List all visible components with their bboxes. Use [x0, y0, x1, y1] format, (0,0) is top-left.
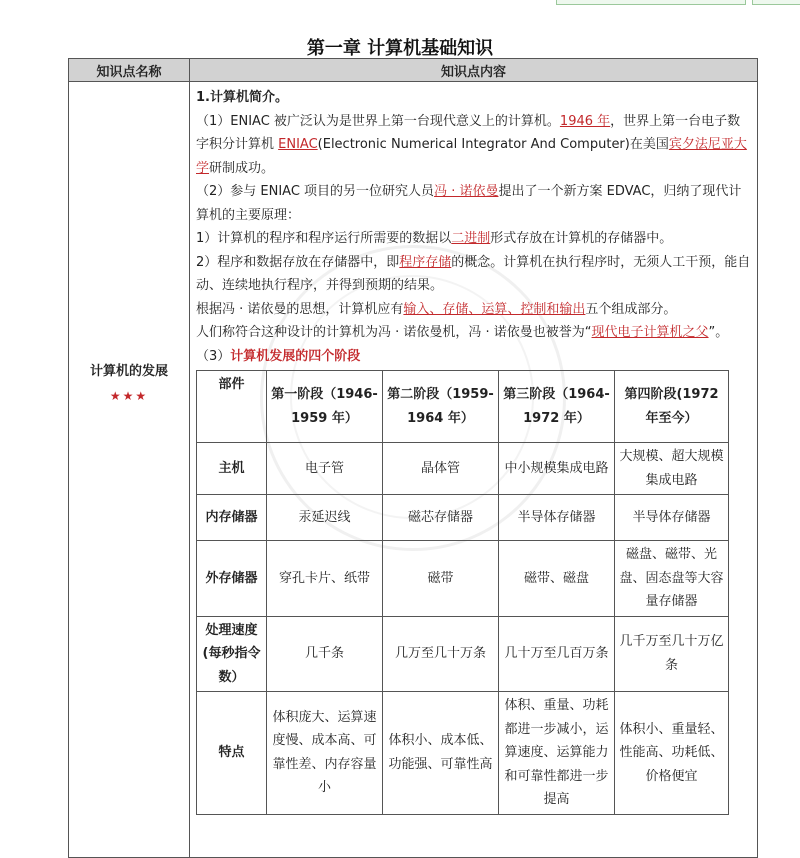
text: 研制成功。 — [209, 160, 275, 176]
principle-1 — [196, 227, 751, 251]
highlight-year: 1946 年 — [559, 113, 611, 129]
content-cell — [190, 82, 758, 858]
row-label: 主机 — [197, 443, 267, 495]
text: 形式存放在计算机的存储器中。 — [490, 231, 673, 246]
text: 2）程序和数据存放在存储器中，即 — [196, 254, 400, 270]
table-cell: 磁带、磁盘 — [499, 541, 615, 617]
table-cell: 大规模、超大规模集成电路 — [615, 443, 729, 495]
text: 提出了一个新方案 EDVAC，归纳了现代计算机的主要原理： — [196, 184, 742, 223]
table-cell: 体积小、重量轻、性能高、功耗低、价格便宜 — [615, 692, 729, 815]
header-stage-4: 第四阶段(1972 年至今） — [615, 371, 729, 443]
page-title: 第一章 计算机基础知识 — [306, 38, 494, 59]
stages-table — [196, 370, 729, 815]
header-stage-1: 第一阶段（1946-1959 年） — [267, 371, 383, 443]
topic-cell — [69, 82, 190, 858]
top-decoration-right — [752, 0, 800, 5]
text: (Electronic Numerical Integrator And Computer)在美国 — [317, 137, 669, 152]
table-cell: 体积庞大、运算速度慢、成本高、可靠性差、内存容量小 — [267, 692, 383, 815]
row-label: 内存储器 — [197, 495, 267, 541]
table-cell: 体积、重量、功耗都进一步减小，运算速度、运算能力和可靠性都进一步提高 — [499, 692, 615, 815]
text: 根据冯 · 诺依曼的思想，计算机应有 — [196, 301, 404, 317]
highlight-university: 宾夕法尼亚大学 — [196, 137, 747, 176]
table-row — [197, 541, 729, 617]
text: ，世界上第一台电子数字积分计算机 — [196, 113, 741, 152]
highlight-father: 现代电子计算机之父 — [591, 325, 709, 340]
table-cell: 磁芯存储器 — [383, 495, 499, 541]
table-cell: 晶体管 — [383, 443, 499, 495]
principle-2 — [196, 251, 751, 298]
table-cell: 磁带 — [383, 541, 499, 617]
text: （2）参与 ENIAC 项目的另一位研究人员 — [196, 184, 435, 199]
paragraph-edvac — [196, 180, 751, 227]
table-cell: 半导体存储器 — [615, 495, 729, 541]
text: 的概念。计算机在执行程序时，无须人工干预，能自动、连续地执行程序，并得到预期的结果。 — [196, 254, 751, 293]
highlight-eniac: ENIAC — [278, 137, 318, 152]
header-stage-3: 第三阶段（1964-1972 年） — [499, 371, 615, 443]
header-content: 知识点内容 — [190, 59, 758, 82]
table-cell: 几十万至几百万条 — [499, 616, 615, 692]
paragraph-five-parts — [196, 298, 751, 322]
table-cell: 几千条 — [267, 616, 383, 692]
header-component: 部件 — [197, 371, 267, 443]
text: （1）ENIAC 被广泛认为是世界上第一台现代意义上的计算机。 — [196, 113, 560, 129]
table-cell: 汞延迟线 — [267, 495, 383, 541]
section-intro-title: 1.计算机简介。 — [196, 90, 288, 105]
header-name: 知识点名称 — [69, 59, 190, 82]
table-cell: 几万至几十万条 — [383, 616, 499, 692]
table-cell: 几千万至几十万亿条 — [615, 616, 729, 692]
section-stages-title — [196, 345, 751, 369]
highlight-binary: 二进制 — [451, 231, 491, 246]
table-row — [197, 692, 729, 815]
highlight-von-neumann: 冯 · 诺依曼 — [434, 184, 499, 199]
table-cell: 中小规模集成电路 — [499, 443, 615, 495]
highlight-five-parts: 输入、存储、运算、控制和输出 — [403, 301, 586, 317]
knowledge-table — [68, 58, 758, 858]
table-row — [197, 495, 729, 541]
text: ”。 — [708, 325, 729, 340]
table-row — [197, 443, 729, 495]
table-row — [197, 616, 729, 692]
row-label: 特点 — [197, 692, 267, 815]
topic-name: 计算机的发展 — [89, 363, 168, 379]
table-cell: 磁盘、磁带、光盘、固态盘等大容量存储器 — [615, 541, 729, 617]
row-label: 外存储器 — [197, 541, 267, 617]
importance-stars: ★★★ — [109, 388, 149, 403]
text: 五个组成部分。 — [585, 301, 677, 317]
text: （3） — [196, 348, 231, 364]
row-label: 处理速度(每秒指令数） — [197, 616, 267, 692]
top-decoration-left — [556, 0, 746, 5]
table-cell: 电子管 — [267, 443, 383, 495]
table-cell: 半导体存储器 — [499, 495, 615, 541]
table-cell: 体积小、成本低、功能强、可靠性高 — [383, 692, 499, 815]
stages-title: 计算机发展的四个阶段 — [230, 348, 361, 364]
table-cell: 穿孔卡片、纸带 — [267, 541, 383, 617]
highlight-stored-program: 程序存储 — [399, 254, 452, 270]
text: 1）计算机的程序和程序运行所需要的数据以 — [196, 231, 452, 246]
header-stage-2: 第二阶段（1959-1964 年） — [383, 371, 499, 443]
paragraph-eniac — [196, 110, 751, 181]
text: 人们称符合这种设计的计算机为冯 · 诺依曼机，冯 · 诺依曼也被誉为“ — [196, 325, 592, 340]
paragraph-father — [196, 321, 751, 345]
